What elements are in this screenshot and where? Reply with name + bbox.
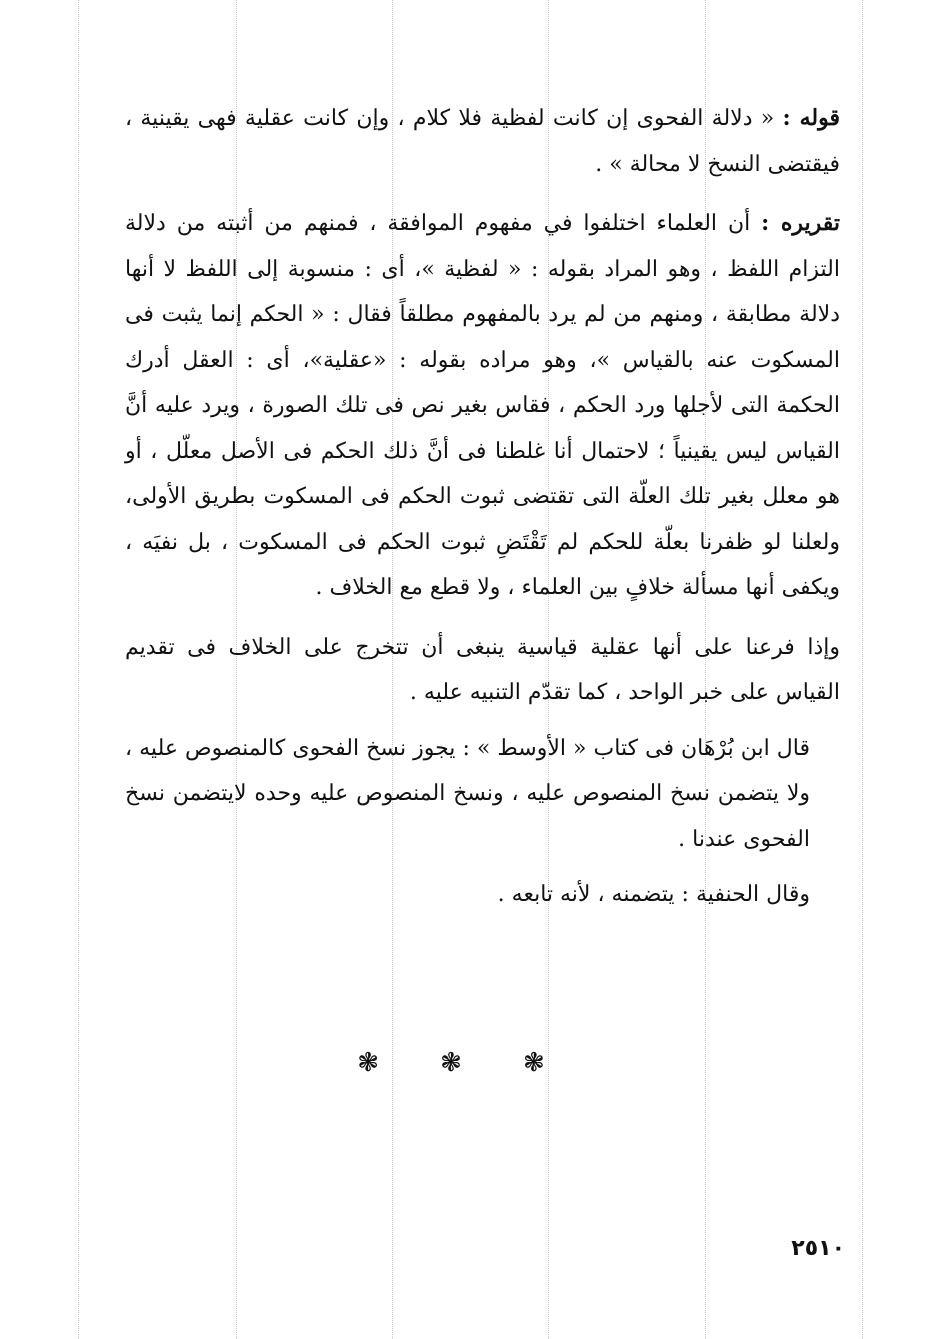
paragraph-text: أن العلماء اختلفوا في مفهوم الموافقة ، فمنهم من أثبته من دلالة التزام اللفظ ، وهو المراد بقوله : « لفظية »، أى : منسوبة إلى اللفظ لا أنها دلالة مطابقة ، ومنهم من لم يرد بالمفهوم مطلقاً فقال : « الحكم إنما يثبت فى المسكوت عنه بالقياس »، وهو مراده بقوله : «عقلية»، أى : العقل أدرك الحكمة التى لأجلها ورد الحكم ، فقاس بغير نص فى تلك الصورة ، ويرد عليه أنَّ القياس ليس يقينياً ؛ لاحتمال أنا غلطنا فى أنَّ ذلك الحكم فى الأصل معلّل ، أو هو معلل بغير تلك العلّة التى تقتضى ثبوت الحكم فى المسكوت بطريق الأولى، ولعلنا لو ظفرنا بعلّة للحكم لم تَقْتَضِ ثبوت الحكم فى المسكوت ، بل نفيَه ، ويكفى أنها مسألة خلافٍ بين العلماء ، ولا قطع مع الخلاف . [125, 211, 840, 600]
paragraph-explanation [125, 201, 840, 611]
paragraph-hanafiyya [125, 872, 840, 918]
paragraph-lead: قوله : [782, 105, 840, 131]
paragraph-text: « دلالة الفحوى إن كانت لفظية فلا كلام ، وإن كانت عقلية فهى يقينية ، فيقتضى النسخ لا محالة » . [125, 106, 840, 177]
page-number: ٢٥١٠ [791, 1236, 845, 1261]
paragraph-text: وقال الحنفية : يتضمنه ، لأنه تابعه . [497, 882, 810, 907]
section-ornament: ❃ ❃ ❃ [357, 1048, 571, 1078]
paragraph-text: وإذا فرعنا على أنها عقلية قياسية ينبغى أن تتخرج على الخلاف فى تقديم القياس على خبر الواحد ، كما تقدّم التنبيه عليه . [125, 634, 840, 705]
paragraph-text: قال ابن بُرْهَان فى كتاب « الأوسط » : يجوز نسخ الفحوى كالمنصوص عليه ، ولا يتضمن نسخ المنصوص عليه ، ونسخ المنصوص عليه وحده لايتضمن نسخ الفحوى عندنا . [125, 735, 810, 852]
scan-guide-line [862, 0, 863, 1339]
scan-guide-line [78, 0, 79, 1339]
paragraph-analogy [125, 625, 840, 716]
body-text [125, 96, 840, 918]
paragraph-lead: تقريره : [761, 210, 840, 236]
paragraph-quote [125, 96, 840, 187]
paragraph-ibn-burhan [125, 726, 840, 863]
